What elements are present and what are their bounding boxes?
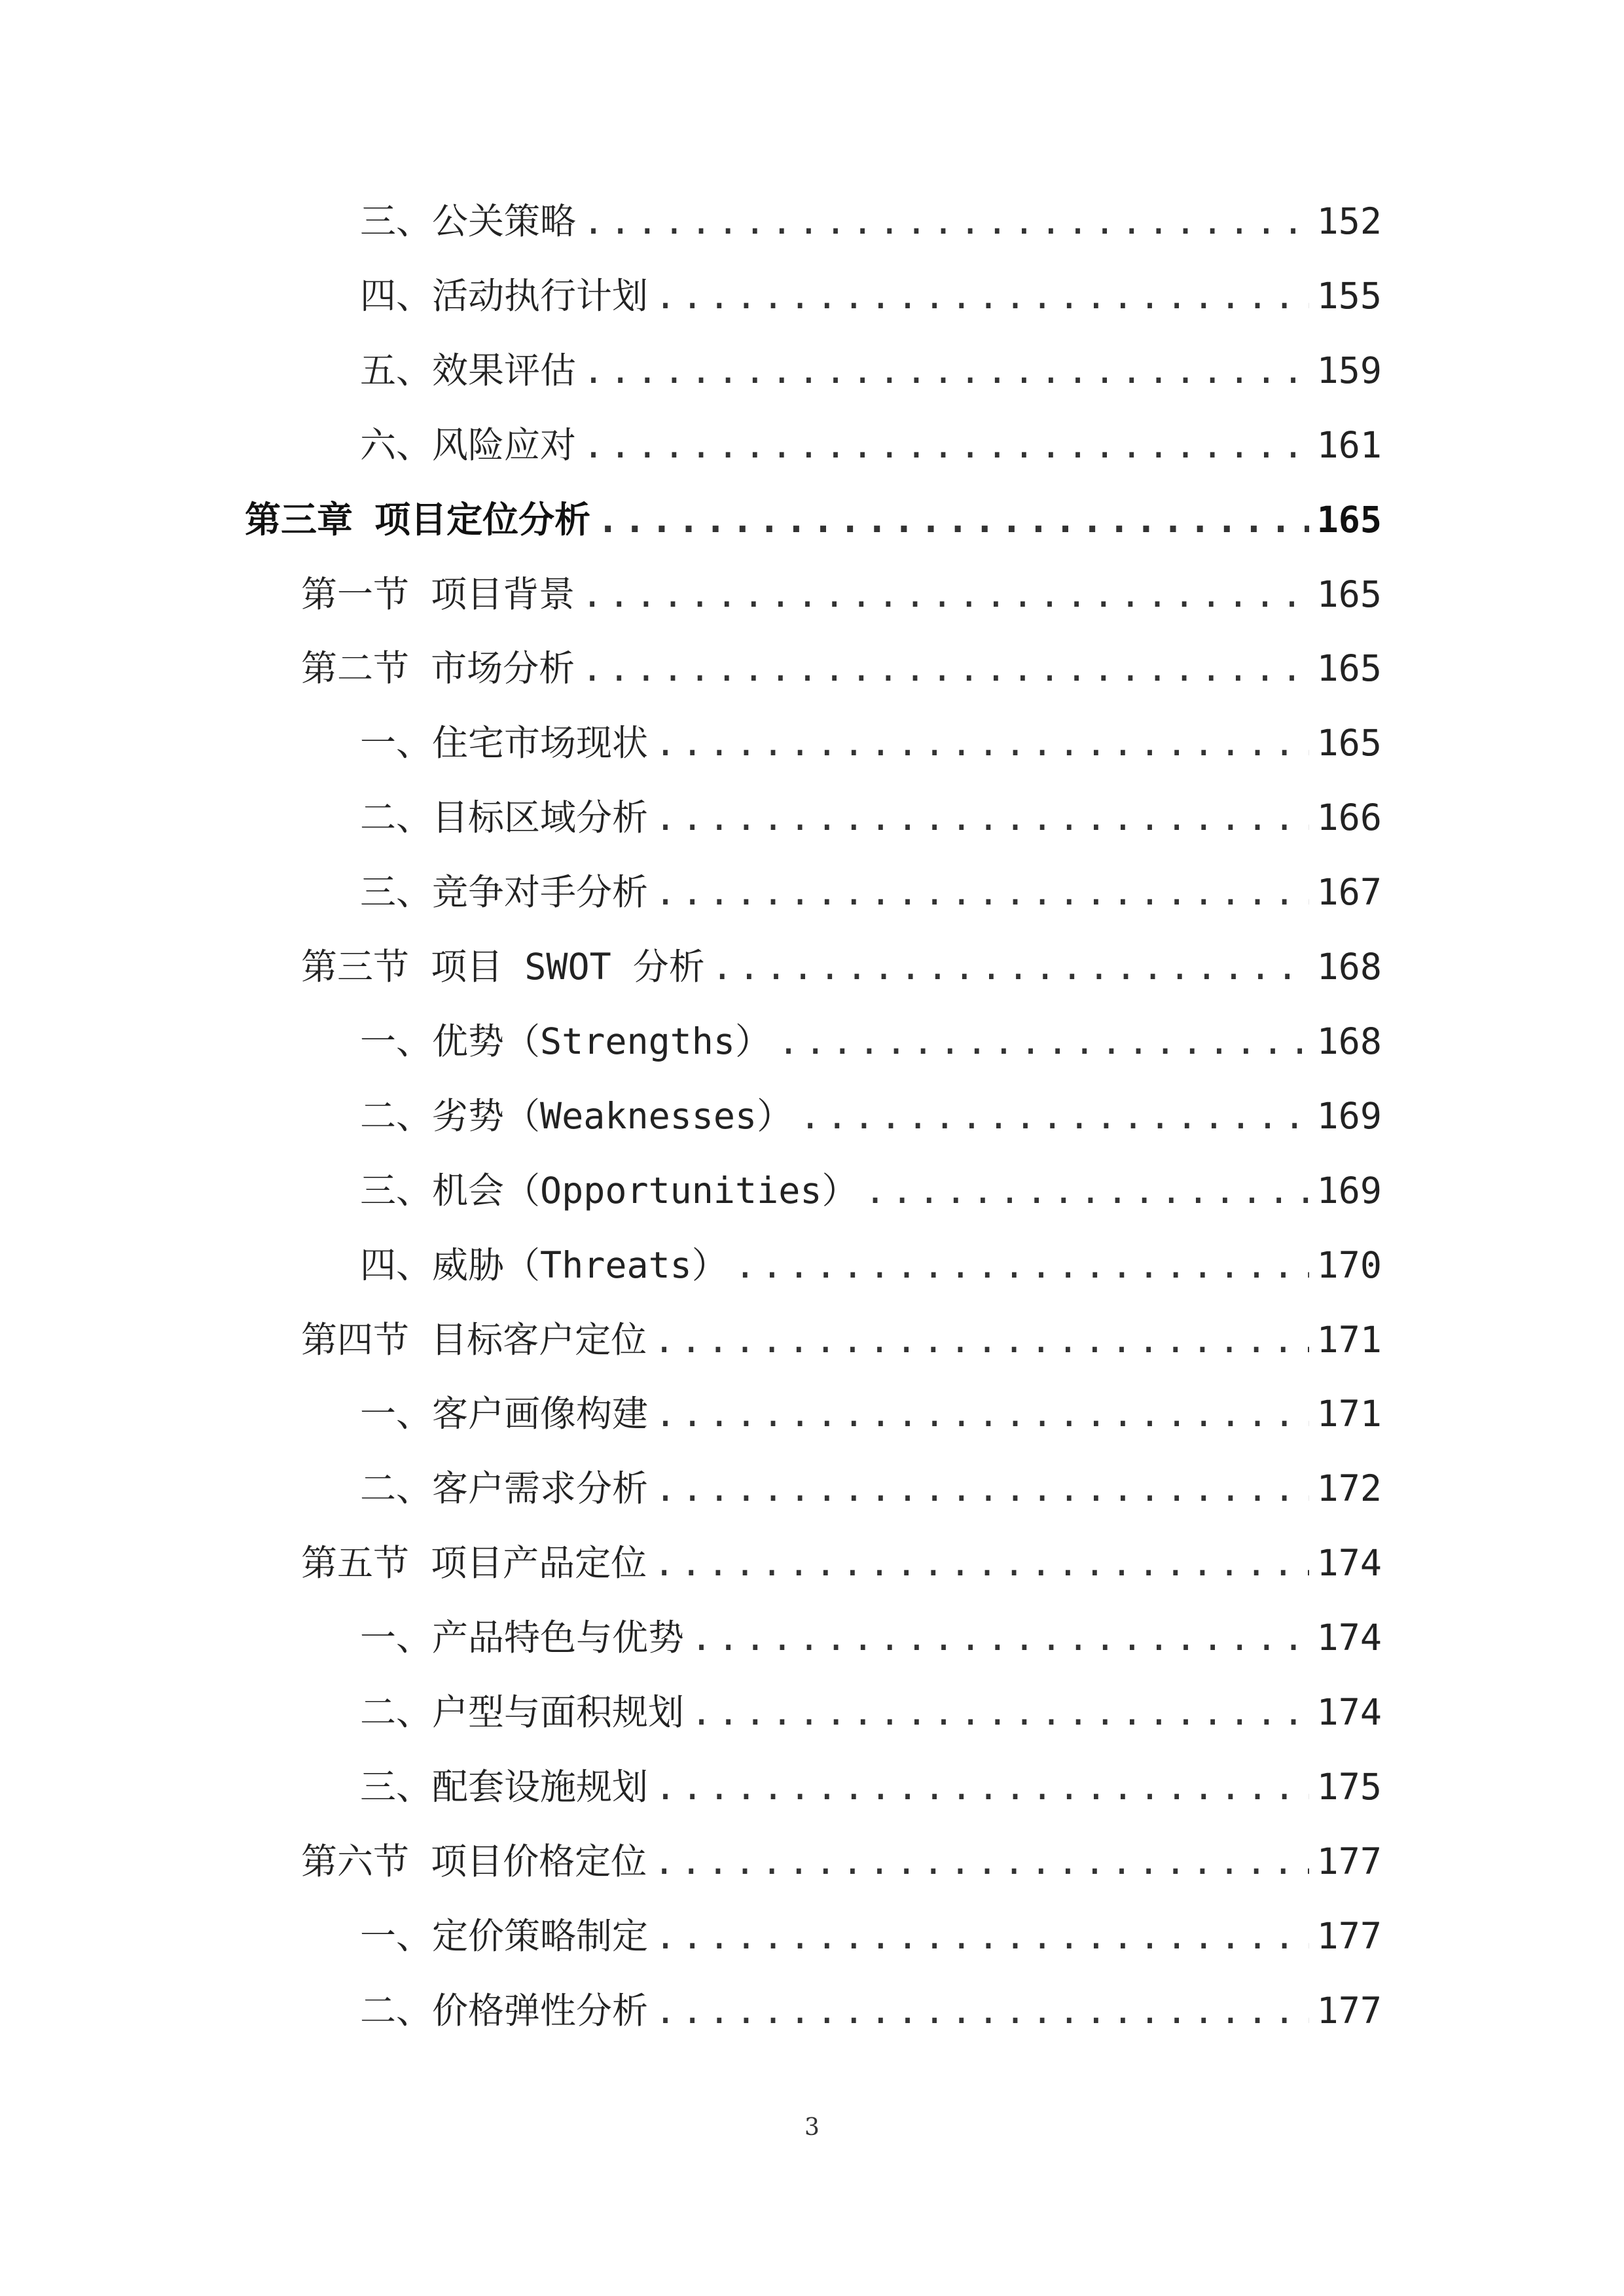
toc-entry-page-number: 169 — [1316, 1170, 1382, 1211]
toc-subsection-entry[interactable] — [360, 348, 1382, 393]
toc-entry-title: 二、户型与面积规划 — [360, 1691, 685, 1733]
toc-dot-leader — [655, 869, 1309, 915]
toc-section-entry[interactable] — [301, 571, 1382, 617]
toc-entry-title: 第三章 项目定位分析 — [245, 499, 591, 541]
toc-entry-page-number: 165 — [1316, 573, 1382, 615]
toc-dot-leader — [653, 1317, 1309, 1363]
toc-section-entry[interactable] — [301, 1540, 1382, 1586]
toc-subsection-entry[interactable] — [360, 1988, 1382, 2034]
toc-entry-title: 一、住宅市场现状 — [360, 722, 649, 764]
toc-entry-title: 一、优势（Strengths） — [360, 1020, 772, 1062]
toc-entry-title: 三、配套设施规划 — [360, 1766, 649, 1808]
toc-entry-page-number: 177 — [1316, 1915, 1382, 1957]
toc-dot-leader — [712, 944, 1309, 990]
toc-subsection-entry[interactable] — [360, 1391, 1382, 1437]
toc-dot-leader — [655, 795, 1309, 840]
toc-dot-leader — [734, 1242, 1309, 1288]
toc-dot-leader — [653, 1839, 1309, 1884]
toc-entry-title: 四、威胁（Threats） — [360, 1244, 728, 1286]
toc-entry-title: 二、目标区域分析 — [360, 797, 649, 838]
toc-subsection-entry[interactable] — [360, 1465, 1382, 1511]
toc-entry-title: 二、价格弹性分析 — [360, 1990, 649, 2032]
toc-subsection-entry[interactable] — [360, 795, 1382, 840]
toc-dot-leader — [691, 1689, 1309, 1735]
toc-entry-page-number: 171 — [1316, 1393, 1382, 1435]
toc-entry-title: 一、产品特色与优势 — [360, 1617, 685, 1659]
toc-subsection-entry[interactable] — [360, 869, 1382, 915]
toc-subsection-entry[interactable] — [360, 422, 1382, 468]
toc-entry-title: 三、机会（Opportunities） — [360, 1170, 858, 1211]
toc-dot-leader — [655, 273, 1309, 319]
toc-dot-leader — [655, 720, 1309, 766]
toc-entry-title: 第二节 市场分析 — [301, 647, 575, 689]
toc-dot-leader — [691, 1615, 1309, 1660]
toc-dot-leader — [655, 1988, 1309, 2034]
toc-entry-page-number: 177 — [1316, 1990, 1382, 2032]
toc-entry-page-number: 174 — [1316, 1542, 1382, 1584]
toc-entry-title: 一、定价策略制定 — [360, 1915, 649, 1957]
toc-entry-title: 三、公关策略 — [360, 200, 577, 242]
toc-section-entry[interactable] — [301, 1839, 1382, 1884]
toc-entry-title: 五、效果评估 — [360, 350, 577, 391]
toc-entry-page-number: 155 — [1316, 275, 1382, 317]
toc-subsection-entry[interactable] — [360, 1242, 1382, 1288]
toc-entry-title: 二、客户需求分析 — [360, 1467, 649, 1509]
toc-dot-leader — [581, 571, 1309, 617]
toc-entry-page-number: 168 — [1316, 1020, 1382, 1062]
toc-entry-title: 三、竞争对手分析 — [360, 871, 649, 913]
toc-subsection-entry[interactable] — [360, 1168, 1382, 1213]
toc-dot-leader — [583, 198, 1309, 244]
toc-entry-page-number: 165 — [1316, 499, 1382, 541]
toc-entry-page-number: 165 — [1316, 722, 1382, 764]
toc-entry-page-number: 165 — [1316, 647, 1382, 689]
toc-subsection-entry[interactable] — [360, 1615, 1382, 1660]
toc-dot-leader — [583, 348, 1309, 393]
toc-dot-leader — [597, 497, 1309, 543]
toc-entry-title: 第三节 项目 SWOT 分析 — [301, 946, 705, 988]
toc-dot-leader — [653, 1540, 1309, 1586]
toc-entry-page-number: 172 — [1316, 1467, 1382, 1509]
toc-chapter-entry[interactable] — [245, 497, 1382, 543]
toc-section-entry[interactable] — [301, 1317, 1382, 1363]
toc-subsection-entry[interactable] — [360, 198, 1382, 244]
toc-entry-page-number: 177 — [1316, 1840, 1382, 1882]
toc-section-entry[interactable] — [301, 944, 1382, 990]
toc-entry-page-number: 171 — [1316, 1319, 1382, 1361]
toc-entry-page-number: 174 — [1316, 1691, 1382, 1733]
toc-entry-page-number: 152 — [1316, 200, 1382, 242]
toc-subsection-entry[interactable] — [360, 1913, 1382, 1959]
toc-dot-leader — [655, 1913, 1309, 1959]
toc-subsection-entry[interactable] — [360, 1018, 1382, 1064]
toc-dot-leader — [655, 1465, 1309, 1511]
toc-subsection-entry[interactable] — [360, 720, 1382, 766]
toc-subsection-entry[interactable] — [360, 1093, 1382, 1139]
toc-dot-leader — [799, 1093, 1309, 1139]
toc-subsection-entry[interactable] — [360, 1764, 1382, 1810]
toc-dot-leader — [655, 1764, 1309, 1810]
toc-dot-leader — [583, 422, 1309, 468]
toc-entry-page-number: 175 — [1316, 1766, 1382, 1808]
toc-entry-title: 二、劣势（Weaknesses） — [360, 1095, 793, 1137]
page-number: 3 — [804, 2114, 820, 2141]
toc-entry-page-number: 161 — [1316, 424, 1382, 466]
toc-entry-page-number: 169 — [1316, 1095, 1382, 1137]
toc-subsection-entry[interactable] — [360, 273, 1382, 319]
toc-entry-title: 第四节 目标客户定位 — [301, 1319, 647, 1361]
toc-dot-leader — [778, 1018, 1309, 1064]
toc-subsection-entry[interactable] — [360, 1689, 1382, 1735]
toc-entry-page-number: 159 — [1316, 350, 1382, 391]
toc-entry-title: 一、客户画像构建 — [360, 1393, 649, 1435]
toc-entry-title: 第五节 项目产品定位 — [301, 1542, 647, 1584]
toc-entry-title: 第六节 项目价格定位 — [301, 1840, 647, 1882]
toc-dot-leader — [655, 1391, 1309, 1437]
toc-entry-title: 六、风险应对 — [360, 424, 577, 466]
toc-entry-page-number: 166 — [1316, 797, 1382, 838]
toc-entry-page-number: 170 — [1316, 1244, 1382, 1286]
toc-section-entry[interactable] — [301, 645, 1382, 691]
toc-entry-title: 四、活动执行计划 — [360, 275, 649, 317]
toc-dot-leader — [864, 1168, 1308, 1213]
toc-entry-title: 第一节 项目背景 — [301, 573, 575, 615]
toc-entry-page-number: 168 — [1316, 946, 1382, 988]
toc-dot-leader — [581, 645, 1309, 691]
toc-entry-page-number: 174 — [1316, 1617, 1382, 1659]
toc-entry-page-number: 167 — [1316, 871, 1382, 913]
